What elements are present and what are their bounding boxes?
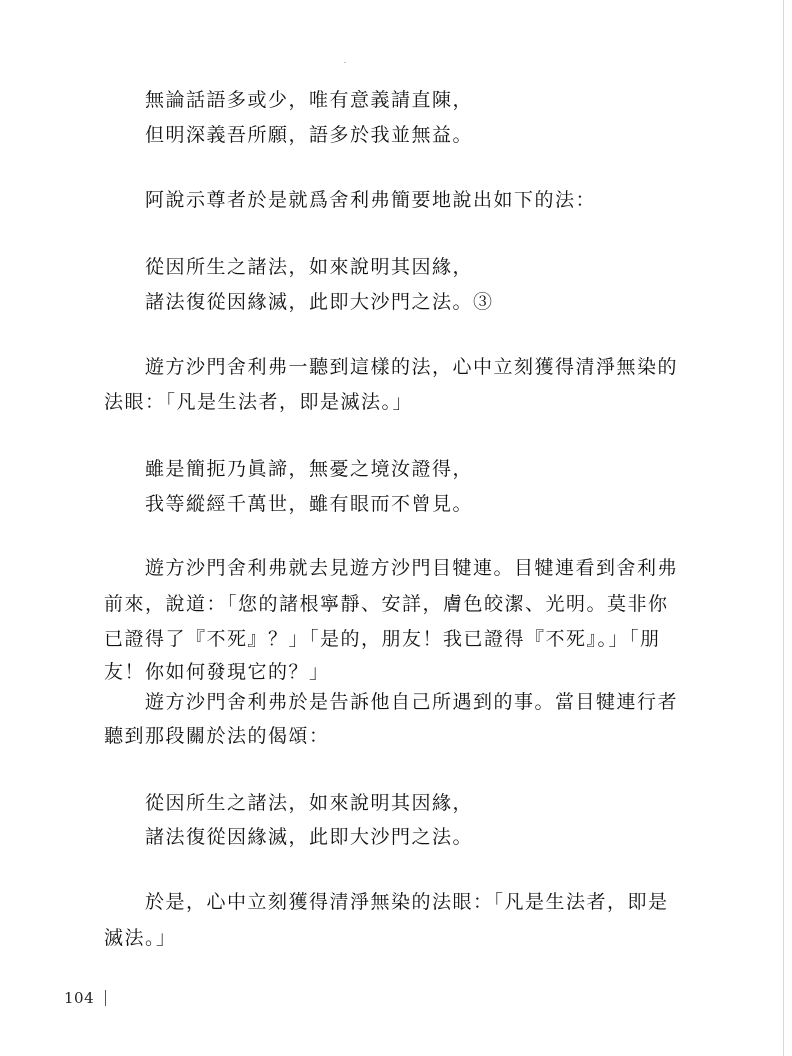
paragraph-5-line-1: 於是，心中立刻獲得清淨無染的法眼：「凡是生法者，即是 (145, 891, 669, 913)
paragraph-2-line-2: 法眼：「凡是生法者，即是滅法。」 (104, 391, 414, 413)
paragraph-2-line-1: 遊方沙門舍利弗一聽到這樣的法，心中立刻獲得清淨無染的 (145, 356, 679, 378)
paragraph-4-line-1: 遊方沙門舍利弗於是告訴他自己所遇到的事。當目犍連行者 (145, 691, 679, 713)
paragraph-3-line-4: 友！你如何發現它的？」 (104, 661, 330, 683)
paragraph-3-line-1: 遊方沙門舍利弗就去見遊方沙門目犍連。目犍連看到舍利弗 (145, 557, 679, 579)
page-number: 104 (64, 989, 95, 1007)
verse-2-line-1: 從因所生之諸法，如來說明其因緣， (145, 256, 474, 278)
paragraph-3-line-2: 前來，說道：「您的諸根寧靜、安詳，膚色皎潔、光明。莫非你 (104, 593, 669, 615)
verse-4-line-2: 諸法復從因緣滅，此即大沙門之法。 (145, 826, 474, 848)
paragraph-5-line-2: 滅法。」 (104, 927, 177, 949)
paragraph-4-line-2: 聽到那段關於法的偈頌： (104, 725, 330, 747)
paragraph-1-line-1: 阿說示尊者於是就爲舍利弗簡要地說出如下的法： (145, 189, 597, 211)
verse-1-line-2: 但明深義吾所願，語多於我並無益。 (145, 124, 474, 146)
paragraph-3-line-3: 已證得了『不死』？」「是的，朋友！我已證得『不死』。」「朋 (104, 628, 661, 650)
page-number-divider (105, 990, 106, 1006)
verse-3-line-1: 雖是簡扼乃眞諦，無憂之境汝證得， (145, 458, 474, 480)
verse-2-line-2: 諸法復從因緣滅，此即大沙門之法。③ (145, 291, 494, 313)
verse-4-line-1: 從因所生之諸法，如來說明其因緣， (145, 792, 474, 814)
scan-edge-line (783, 0, 784, 1056)
scan-speck (344, 62, 346, 63)
verse-1-line-1: 無論話語多或少，唯有意義請直陳， (145, 89, 474, 111)
verse-3-line-2: 我等縱經千萬世，雖有眼而不曾見。 (145, 493, 474, 515)
